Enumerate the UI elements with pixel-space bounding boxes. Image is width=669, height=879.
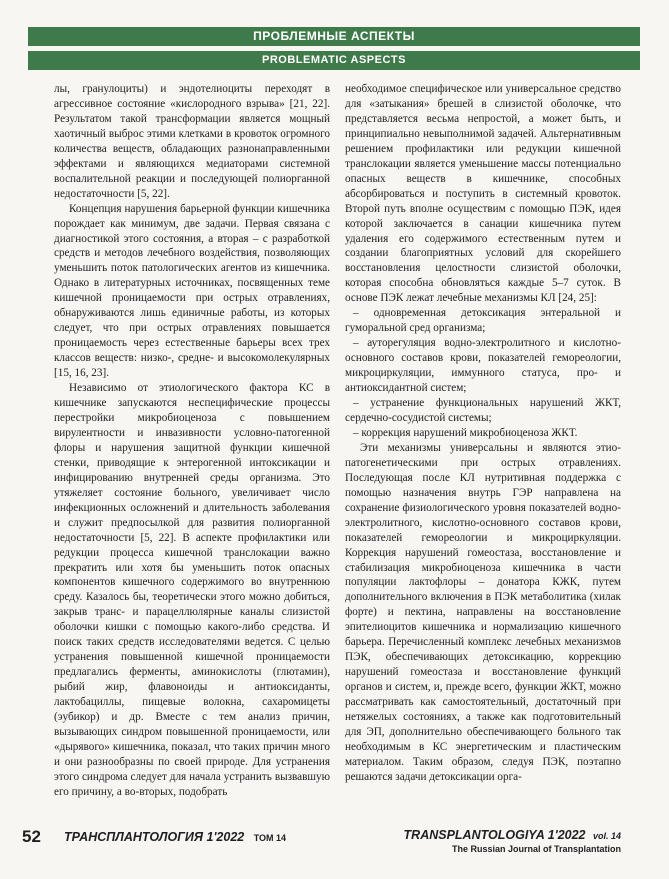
issue-en: 1'2022 xyxy=(547,828,586,842)
section-banner-en: PROBLEMATIC ASPECTS xyxy=(28,51,640,70)
section-banner-ru: ПРОБЛЕМНЫЕ АСПЕКТЫ xyxy=(28,27,640,46)
volume-en: vol. 14 xyxy=(592,831,621,841)
journal-title-ru xyxy=(64,830,286,844)
list-item: – одновременная детоксикация энтеральной и гуморальной сред организма; xyxy=(345,307,621,335)
list-item: – ауторегуляция водно-электролитного и кислотно-основного составов крови, показателей гемореологии, микроциркуляции, иммунного статуса, про- и антиоксидантной систем; xyxy=(345,337,621,395)
list-item: – устранение функциональных нарушений ЖКТ, сердечно-сосудистой системы; xyxy=(345,397,621,424)
volume-ru: ТОМ 14 xyxy=(253,833,287,843)
journal-title-en xyxy=(404,828,621,854)
paragraph: лы, гранулоциты) и эндотелиоциты переходят в агрессивное состояние «кислородного взрыва» [21, 22]. Результатом такой трансформации является мощный хаотичный выброс этими клетками в кровоток огромного количества веществ, обладающих разнонаправленными эффектами и являющихся медиаторами системной воспалительной реакции и последующей полиорганной недостаточности [5, 22]. xyxy=(54,83,330,200)
paragraph: Концепция нарушения барьерной функции кишечника порождает как минимум, две задачи. Первая связана с диагностикой этого состояния, а вторая – с разработкой средств и методов лечебного воздействия, позволяющих уменьшить поток патологических агентов из кишечника. Однако в литературных источниках, посвященных теме кишечной проницаемости при острых отравлениях, обнаруживаются лишь единичные работы, из которых следует, что при острых отравлениях повышается проницаемость через естественные барьеры всех трех классов веществ: низко-, средне- и высокомолекулярных [15, 16, 23]. xyxy=(54,202,330,380)
journal-subtitle-en: The Russian Journal of Transplantation xyxy=(451,844,621,854)
issue-ru: 1'2022 xyxy=(206,830,245,844)
paragraph: необходимое специфическое или универсальное средство для «затыкания» брешей в слизистой оболочке, что представляется весьма непростой, а может быть, и принципиально невыполнимой задачей. Альтернативным решением профилактики или редукции кишечной транслокации является уменьшение массы потенциально опасных веществ в кишечнике, способных абсорбироваться и поступить в системный кровоток. Второй путь вполне осуществим с помощью ПЭК, идея которой заключается в санации кишечника путем удаления его содержимого естественным путем и создании благоприятных условий для скорейшего восстановления целостности слизистой оболочки, которая способна обновляться каждые 5–7 суток. В основе ПЭК лежат лечебные механизмы КЛ [24, 25]: xyxy=(345,83,621,305)
page-number: 52 xyxy=(22,827,41,846)
page-footer xyxy=(0,825,669,865)
journal-name-en: TRANSPLANTOLOGIYA xyxy=(403,828,545,842)
journal-name-ru: ТРАНСПЛАНТОЛОГИЯ xyxy=(64,830,204,844)
paragraph: Эти механизмы универсальны и являются этио-патогенетическими при острых отравлениях. Последующая после КЛ нутритивная поддержка с помощью назначения внутрь ГЭР направлена на сохранение физиологического уровня показателей водно-электролитного, кислотно-основного составов крови, показателей гемореологии и микроциркуляции. Коррекция нарушений гомеостаза, восстановление и стабилизация микробиоценоза кишечника в части популяции лактофлоры – донатора КЖК, путем дополнительного включения в ПЭК метаболитика (хилак форте) и пектина, направлены на восстановление эпителиоцитов кишечника и нормализацию кишечного барьера. Перечисленный комплекс лечебных механизмов ПЭК, обеспечивающих детоксикацию, коррекцию нарушений гомеостаза и восстановление функций органов и систем, и, прежде всего, функции ЖКТ, можно рассматривать как самостоятельный, достаточный при нетяжелых состояниях, а также как подготовительный для ЭП, дополнительно обеспечивающего больного так необходимым в КС энергетическим и пластическим материалом. Таким образом, следуя ПЭК, поэтапно решаются задачи детоксикации орга- xyxy=(345,441,621,783)
paragraph: Независимо от этиологического фактора КС в кишечнике запускаются неспецифические процессы перестройки микробиоценоза с повышением вирулентности и инвазивности условно-патогенной флоры и нарушения защитной функции кишечной стенки, приводящие к энтерогенной интоксикации и инфицированию внутренней среды организма. Это утяжеляет состояние больного, увеличивает число инфекционных осложнений и длительность заболевания и служит предпосылкой для развития полиорганной недостаточности [5, 22]. В аспекте профилактики или редукции процесса кишечной транслокации важно прекратить или хотя бы уменьшить поток опасных компонентов кишечного содержимого во внутреннюю среду. Казалось бы, теоретически этого можно добиться, закрыв транс- и парацеллюлярные каналы слизистой оболочки кишки с помощью какого-либо средства. И поиск таких средств исследователями ведется. С целью устранения повышенной кишечной проницаемости предлагались ферменты, аминокислоты (глютамин), рыбий жир, флавоноиды и антиоксиданты, лактобациллы, пищевые волокна, сахаромицеты (эубикор) и др. Вместе с тем анализ причин, вызывающих синдром повышенной проницаемости, или «дырявого» кишечника, показал, что таких причин много и они разнообразны по своей природе. Для устранения этого синдрома следует для начала устранить вызвавшую его причину, а во-вторых, подобрать xyxy=(54,382,330,798)
list-item: – коррекция нарушений микробиоценоза ЖКТ. xyxy=(353,426,578,439)
right-column xyxy=(345,82,621,785)
left-column xyxy=(54,82,330,800)
